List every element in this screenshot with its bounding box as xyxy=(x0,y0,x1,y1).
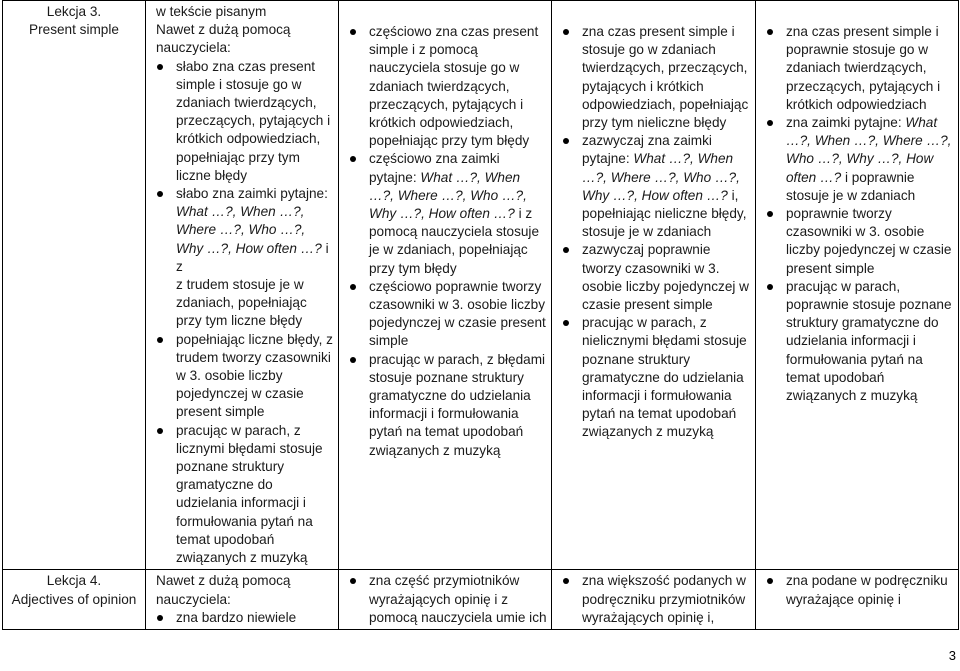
list-item: zna czas present simple i poprawnie stosuje go w zdaniach twierdzących, przeczących, pytających i krótkich odpowiedziach xyxy=(760,23,954,114)
lesson3-row xyxy=(3,1,959,570)
col4-lesson4-list xyxy=(760,572,954,608)
list-item: pracując w parach, z nielicznymi błędami stosuje poznane struktury gramatyczne do udzielania informacji i formułowania pytań na temat upodobań związanych z muzyką xyxy=(556,314,751,441)
lesson4-row xyxy=(3,570,959,630)
question-words: What …?, When …?, Where …?, Who …?, Why …?, How often …? xyxy=(176,204,322,256)
list-item: poprawnie tworzy czasowniki w 3. osobie liczby pojedynczej w czasie present simple xyxy=(760,205,954,278)
list-item: częściowo zna czas present simple i z pomocą nauczyciela stosuje go w zdaniach twierdzących, przeczących, pytających i krótkich odpowiedziach, popełniając przy tym błędy xyxy=(343,23,547,150)
grade-col3-lesson4 xyxy=(552,570,756,630)
grade-col4-lesson3 xyxy=(756,1,959,570)
grade-col1-lesson3 xyxy=(146,1,339,570)
col4-list xyxy=(760,23,954,405)
list-item-text: słabo zna zaimki pytajne: xyxy=(176,186,328,202)
col1-list xyxy=(150,58,334,568)
list-item-text: częściowo zna zaimki pytajne: xyxy=(369,151,500,185)
list-item: słabo zna czas present simple i stosuje go w zdaniach twierdzących, przeczących, pytających i krótkich odpowiedziach, popełniając przy tym liczne błędy xyxy=(150,58,334,185)
list-item: pracując w parach, z licznymi błędami stosuje poznane struktury gramatyczne do udzielania informacji i formułowania pytań na temat upodobań związanych z muzyką xyxy=(150,422,334,568)
list-item: zna podane w podręczniku wyrażające opinię i xyxy=(760,572,954,608)
list-item: zna większość podanych w podręczniku przymiotników wyrażających opinię i, xyxy=(556,572,751,627)
list-item: częściowo poprawnie tworzy czasowniki w 3. osobie liczby pojedynczej w czasie present simple xyxy=(343,278,547,351)
list-item xyxy=(343,150,547,277)
list-item: zna czas present simple i stosuje go w zdaniach twierdzących, przeczących, pytających i krótkich odpowiedziach, popełniając przy tym nieliczne błędy xyxy=(556,23,751,132)
lesson4-label-cell xyxy=(3,570,146,630)
list-item-cont: z trudem stosuje je w zdaniach, popełniając przy tym liczne błędy xyxy=(176,277,307,329)
question-words: What …?, When …?, Where …?, Who …?, Why …?, How often …? xyxy=(786,115,952,185)
list-item: zna bardzo niewiele xyxy=(150,609,334,627)
question-words: What …?, When …?, Where …?, Who …?, Why …?, How often …? xyxy=(369,169,527,222)
list-item: pracując w parach, z błędami stosuje poznane struktury gramatyczne do udzielania informacji i formułowania pytań na temat upodobań związanych z muzyką xyxy=(343,351,547,460)
question-words: What …?, When …?, Where …?, Who …?, Why …?, How often …? xyxy=(582,151,740,203)
list-item: zna część przymiotników wyrażających opinię i z pomocą nauczyciela umie ich xyxy=(343,572,547,627)
lesson4-title: Lekcja 4. xyxy=(46,573,102,589)
list-item: zazwyczaj poprawnie tworzy czasowniki w 3. osobie liczby pojedynczej w czasie present simple xyxy=(556,241,751,314)
grade-col1-lesson4 xyxy=(146,570,339,630)
list-item-tail: i, popełniając nieliczne błędy, stosuje je w zdaniach xyxy=(582,187,747,240)
col1-top-line: w tekście pisanym xyxy=(156,4,267,19)
list-item xyxy=(150,185,334,331)
list-item-text: zna zaimki pytajne: xyxy=(786,115,906,131)
grade-col3-lesson3 xyxy=(552,1,756,570)
lesson3-label-cell xyxy=(3,1,146,570)
col1-heading2: Nawet z dużą pomocą nauczyciela: xyxy=(156,573,291,607)
grade-col2-lesson3 xyxy=(339,1,552,570)
list-item-tail: i z pomocą nauczyciela stosuje je w zdaniach, popełniając przy tym błędy xyxy=(369,206,540,276)
list-item-tail: i poprawnie stosuje je w zdaniach xyxy=(786,169,916,203)
list-item xyxy=(556,132,751,241)
list-item: popełniając liczne błędy, z trudem tworzy czasowniki w 3. osobie liczby pojedynczej w czasie present simple xyxy=(150,331,334,422)
col3-list xyxy=(556,23,751,442)
list-item-tail: i z xyxy=(176,240,329,274)
lesson4-topic: Adjectives of opinion xyxy=(11,591,137,607)
col3-lesson4-list xyxy=(556,572,751,627)
page-number: 3 xyxy=(948,647,956,663)
col1-lesson4-list xyxy=(150,609,334,627)
list-item: pracując w parach, poprawnie stosuje poznane struktury gramatyczne do udzielania informacji i formułowania pytań na temat upodobań związanych z muzyką xyxy=(760,278,954,405)
col1-heading: Nawet z dużą pomocą nauczyciela: xyxy=(156,22,291,56)
lesson3-topic: Present simple xyxy=(29,22,119,38)
list-item xyxy=(760,114,954,205)
list-item-text: zazwyczaj zna zaimki pytajne: xyxy=(582,133,712,167)
col2-lesson4-list xyxy=(343,572,547,627)
requirements-table xyxy=(2,0,959,630)
grade-col2-lesson4 xyxy=(339,570,552,630)
grade-col4-lesson4 xyxy=(756,570,959,630)
col2-list xyxy=(343,23,547,460)
lesson3-title: Lekcja 3. xyxy=(46,4,102,19)
